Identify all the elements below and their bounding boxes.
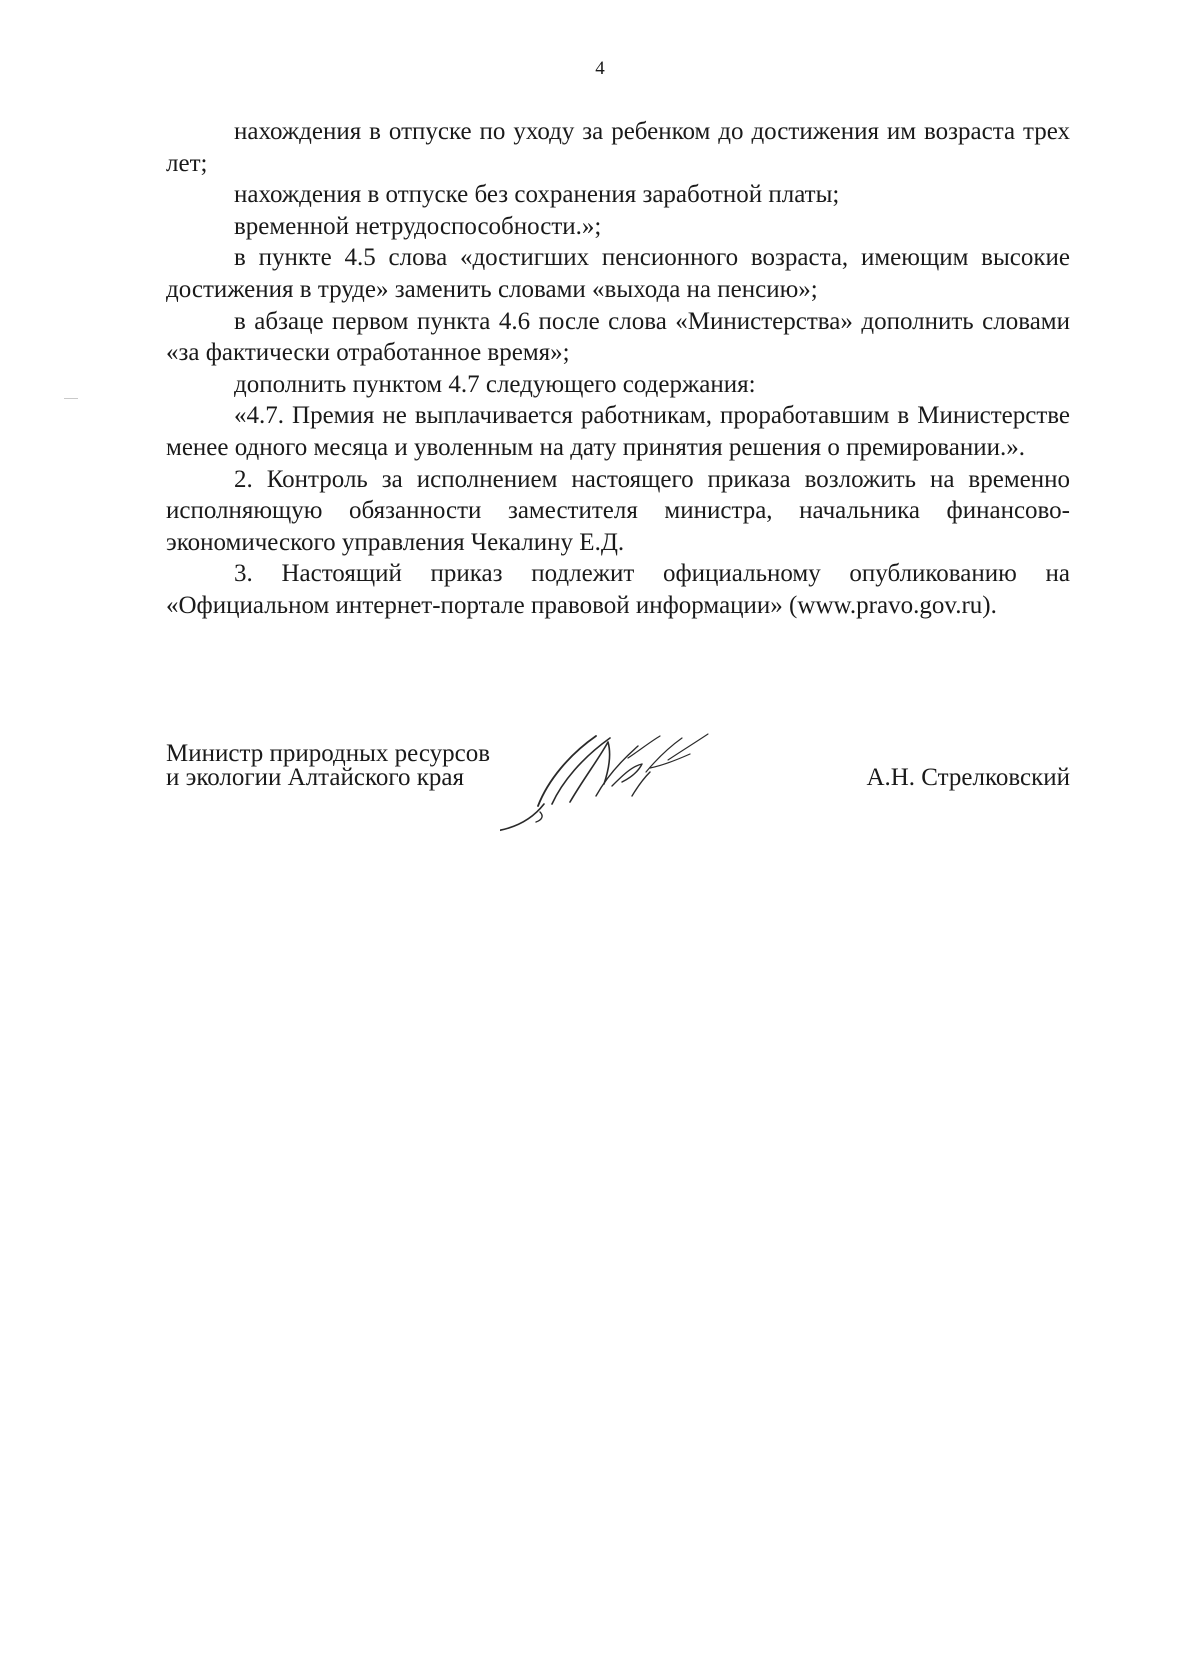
signatory-position-line-1: Министр природных ресурсов bbox=[166, 740, 491, 767]
paragraph-child-care-leave: нахождения в отпуске по уходу за ребенком до достижения им возраста трех лет; bbox=[166, 118, 1070, 177]
paragraph-unpaid-leave: нахождения в отпуске без сохранения заработной платы; bbox=[234, 181, 840, 209]
paragraph-temporary-disability: временной нетрудоспособности.»; bbox=[234, 212, 602, 240]
signatory-name: А.Н. Стрелковский bbox=[866, 764, 1070, 791]
paragraph-item-2-control: 2. Контроль за исполнением настоящего приказа возложить на временно исполняющую обязанности заместителя министра, начальника финансово-экономического управления Чекалину Е.Д. bbox=[166, 465, 1070, 556]
signatory-position-line-2: и экологии Алтайского края bbox=[166, 764, 464, 791]
scan-mark bbox=[64, 398, 78, 399]
paragraph-add-clause-4-7: дополнить пунктом 4.7 следующего содержания: bbox=[234, 370, 756, 398]
paragraph-clause-4-7-text: «4.7. Премия не выплачивается работникам, проработавшим в Министерстве менее одного месяца и уволенным на дату принятия решения о премировании.». bbox=[166, 402, 1070, 461]
document-body bbox=[166, 116, 1070, 622]
signatory-position bbox=[166, 742, 546, 790]
page-number: 4 bbox=[595, 58, 605, 79]
paragraph-item-3-publication: 3. Настоящий приказ подлежит официальному опубликованию на «Официальном интернет-портале правовой информации» (www.pravo.gov.ru). bbox=[166, 560, 1070, 619]
signature-block bbox=[166, 742, 1070, 862]
paragraph-clause-4-5: в пункте 4.5 слова «достигших пенсионного возраста, имеющим высокие достижения в труде» заменить словами «выхода на пенсию»; bbox=[166, 244, 1070, 303]
paragraph-clause-4-6: в абзаце первом пункта 4.6 после слова «Министерства» дополнить словами «за фактически отработанное время»; bbox=[166, 307, 1070, 367]
